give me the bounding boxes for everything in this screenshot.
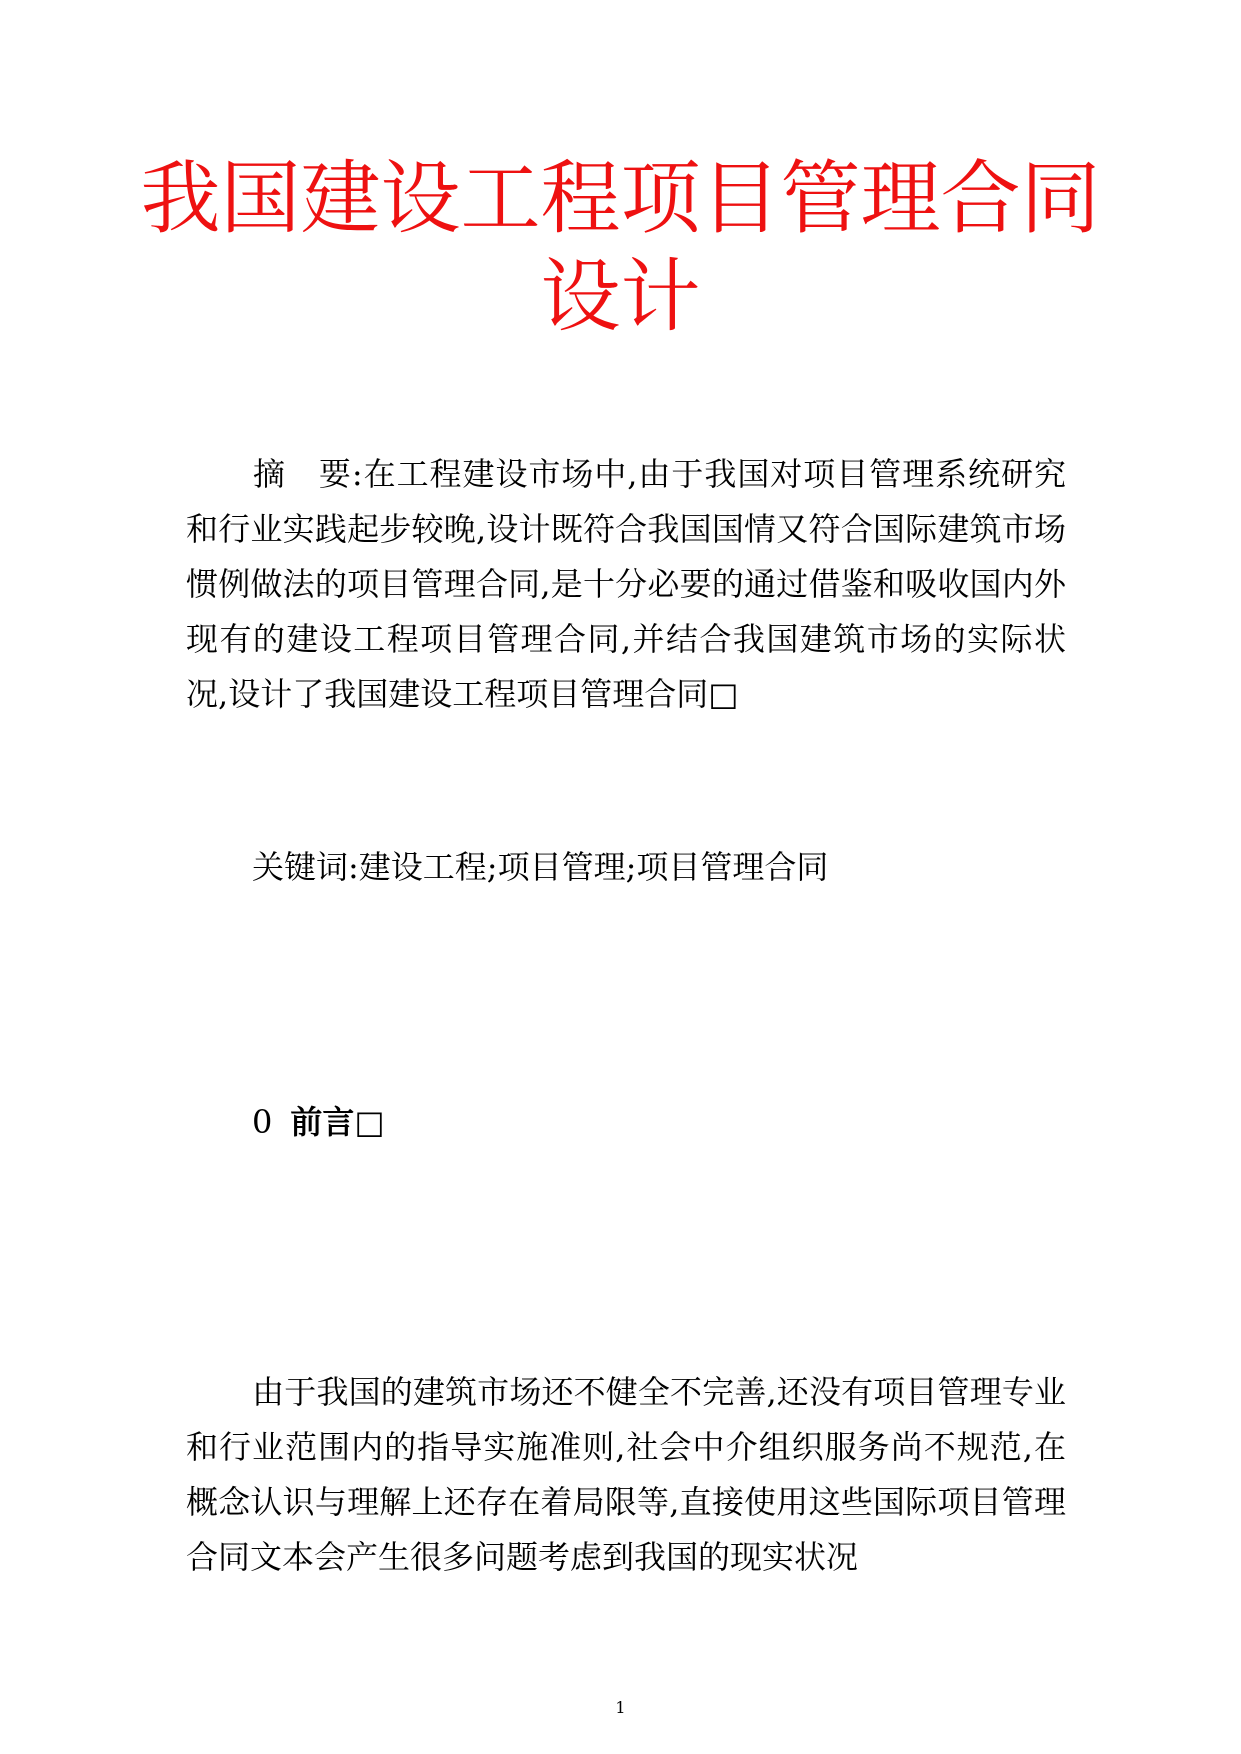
- keywords-text: 建设工程;项目管理;项目管理合同: [358, 848, 829, 886]
- abstract-label: 摘 要:: [252, 455, 363, 493]
- keywords-paragraph: [186, 840, 1066, 895]
- section-title: 前言□: [290, 1103, 385, 1141]
- section-number: 0: [252, 1103, 273, 1141]
- page-number: 1: [615, 1698, 626, 1717]
- abstract-text-sans: 设计了我国建设工程项目管理合同□: [228, 675, 739, 713]
- keywords-label: 关键词:: [252, 848, 359, 886]
- body-paragraph: [186, 1365, 1066, 1585]
- section-heading: [252, 1098, 385, 1146]
- abstract-text: 在工程建设市场中,由于我国对项目管理系统研究和行业实践起步较晚,设计既符合我国国情又符合国际建筑市场惯例做法的项目管理合同,是十分必要的通过借鉴和吸收国内外现有的建设工程项目管理合同,并结合我国建筑市场的实际状况,: [186, 455, 1066, 713]
- abstract-paragraph: [186, 447, 1066, 722]
- document-title: 我国建设工程项目管理合同设计: [140, 152, 1101, 343]
- body-paragraph-text: 由于我国的建筑市场还不健全不完善,还没有项目管理专业和行业范围内的指导实施准则,社会中介组织服务尚不规范,在概念认识与理解上还存在着局限等,直接使用这些国际项目管理合同文本会产生很多问题考虑到我国的现实状况: [186, 1373, 1066, 1576]
